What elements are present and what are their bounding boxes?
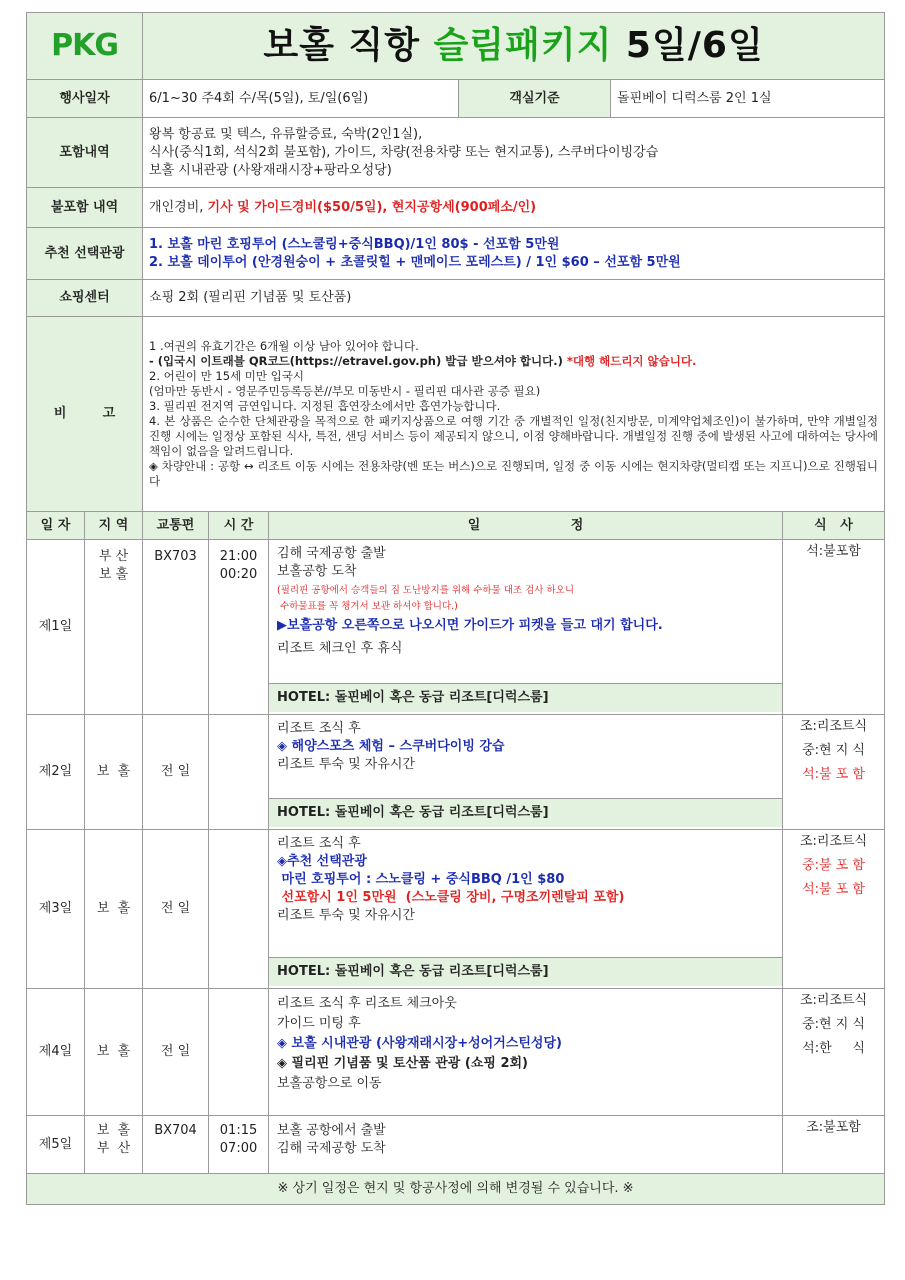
schedule-note: 수하물표를 꼭 챙겨서 보관 하셔야 합니다.) <box>277 601 458 612</box>
meal-line: 조:불포함 <box>806 1120 861 1135</box>
region-from: 부 산 <box>98 549 129 564</box>
dates-label: 행사일자 <box>27 80 143 118</box>
day-label: 제2일 <box>27 715 85 830</box>
schedule-line: 보홀 공항에서 출발 <box>277 1123 386 1138</box>
title-part-3: 5일/6일 <box>612 25 764 66</box>
excludes-highlight: 기사 및 가이드경비($50/5일), 현지공항세(900페소/인) <box>207 199 537 215</box>
optional-tour-1: 1. 보홀 마린 호핑투어 (스노쿨링+중식BBQ)/1인 80$ - 선포함 5만원 <box>149 236 560 252</box>
time-depart: 21:00 <box>219 549 258 564</box>
hotel-info: HOTEL: 돌핀베이 혹은 동급 리조트[디럭스룸] <box>269 798 782 827</box>
schedule-cell <box>269 989 783 1116</box>
includes-label: 포함내역 <box>27 118 143 188</box>
schedule-line: 리조트 조식 후 리조트 체크아웃 <box>277 996 457 1011</box>
includes-line: 왕복 항공료 및 텍스, 유류할증료, 숙박(2인1실), <box>149 126 423 142</box>
room-label: 객실기준 <box>459 80 611 118</box>
day-label: 제4일 <box>27 989 85 1116</box>
schedule-line: 리조트 조식 후 <box>277 836 361 851</box>
note-warning: *대행 해드리지 않습니다. <box>566 354 697 368</box>
meal-line: 석:불포함 <box>806 544 861 559</box>
table-row <box>27 989 885 1116</box>
excludes-label: 불포함 내역 <box>27 188 143 228</box>
schedule-line: 김해 국제공항 출발 <box>277 546 386 561</box>
meal-cell <box>783 715 885 830</box>
schedule-line: ◈추천 선택관광 <box>277 854 367 869</box>
hotel-info: HOTEL: 돌핀베이 혹은 동급 리조트[디럭스룸] <box>269 683 782 712</box>
transport-cell: 전 일 <box>143 989 209 1116</box>
room-value: 돌핀베이 디럭스룸 2인 1실 <box>611 80 885 118</box>
day-label: 제3일 <box>27 830 85 989</box>
schedule-cell <box>269 715 783 830</box>
itinerary-table <box>26 12 885 1205</box>
schedule-note: (필리핀 공항에서 승객들의 짐 도난방지를 위해 수하물 대조 검사 하오니 <box>277 585 575 596</box>
schedule-line: 리조트 체크인 후 휴식 <box>277 641 403 656</box>
schedule-line: 김해 국제공항 도착 <box>277 1141 386 1156</box>
meal-line: 조:리조트식 <box>799 719 868 734</box>
schedule-cell <box>269 540 783 715</box>
col-schedule: 일 정 <box>269 512 783 540</box>
itinerary-sheet <box>26 12 884 1205</box>
table-row <box>27 830 885 989</box>
meal-line: 중:현 지 식 <box>802 1017 865 1032</box>
flight-number: BX703 <box>143 540 209 715</box>
schedule-line: 가이드 미팅 후 <box>277 1016 361 1031</box>
dates-value: 6/1~30 주4회 수/목(5일), 토/일(6일) <box>143 80 459 118</box>
note-line: 4. 본 상품은 순수한 단체관광을 목적으로 한 패키지상품으로 여행 기간 중 개별적인 일정(친지방문, 미계약업체조인)이 불가하며, 만약 개별일정 진행 시에는 일정상 포함된 식사, 특전, 샌딩 서비스 등이 제공되지 않으니, 이점 양해바랍니다. 개별일정 진행 중에 발생된 사고에 대하여는 당사에 책임이 없음을 알려드립니다. <box>149 414 879 458</box>
meal-cell <box>783 830 885 989</box>
title-part-2: 슬림패키지 <box>433 25 613 66</box>
note-line: 2. 어린이 만 15세 미만 입국시 <box>149 369 304 383</box>
col-region: 지 역 <box>85 512 143 540</box>
region-cell: 보 홀 <box>85 715 143 830</box>
time-arrive: 07:00 <box>219 1141 258 1156</box>
region-cell <box>85 540 143 715</box>
col-time: 시 간 <box>209 512 269 540</box>
meal-line: 석:불 포 함 <box>802 882 865 897</box>
meal-line: 중:불 포 함 <box>802 858 865 873</box>
note-qr: - (입국시 이트래블 QR코드(https://etravel.gov.ph) 발급 받으셔야 합니다.) <box>149 354 567 368</box>
pkg-badge: PKG <box>27 13 143 80</box>
schedule-line: 보홀공항으로 이동 <box>277 1076 382 1091</box>
optional-tour-2: 2. 보홀 데이투어 (안경원숭이 + 초콜릿힐 + 맨메이드 포레스트) / 1인 $60 – 선포함 5만원 <box>149 254 681 270</box>
title-part-1: 보홀 직항 <box>263 25 434 66</box>
schedule-cell <box>269 1116 783 1174</box>
flight-number: BX704 <box>143 1116 209 1174</box>
meal-line: 석:한 식 <box>802 1041 865 1056</box>
note-line: (엄마만 동반시 - 영문주민등록등본//부모 미동반시 - 필리핀 대사관 공증 필요) <box>149 384 541 398</box>
includes-line: 식사(중식1회, 석식2회 불포함), 가이드, 차량(전용차량 또는 현지교통), 스쿠버다이빙강습 <box>149 144 659 160</box>
time-depart: 01:15 <box>219 1123 258 1138</box>
time-cell <box>209 715 269 830</box>
meal-line: 조:리조트식 <box>799 834 868 849</box>
shopping-value: 쇼핑 2회 (필리핀 기념품 및 토산품) <box>143 280 885 317</box>
schedule-line: 리조트 조식 후 <box>277 721 361 736</box>
meal-cell <box>783 989 885 1116</box>
notes-value <box>143 317 885 512</box>
time-cell <box>209 1116 269 1174</box>
time-cell <box>209 830 269 989</box>
region-cell: 보 홀 <box>85 989 143 1116</box>
meal-line: 석:불 포 함 <box>802 767 865 782</box>
note-line: 1 .여권의 유효기간은 6개월 이상 남아 있어야 합니다. <box>149 339 419 353</box>
includes-value <box>143 118 885 188</box>
time-cell <box>209 540 269 715</box>
excludes-value <box>143 188 885 228</box>
note-line: ◈ 차량안내 : 공항 ↔ 리조트 이동 시에는 전용차량(벤 또는 버스)으로 진행되며, 일정 중 이동 시에는 현지차량(멀티캡 또는 지프니)으로 진행됩니다 <box>149 459 879 488</box>
optional-tours-value <box>143 228 885 280</box>
schedule-line: ◈ 해양스포츠 체험 – 스쿠버다이빙 강습 <box>277 739 505 754</box>
transport-cell: 전 일 <box>143 830 209 989</box>
col-meal: 식 사 <box>783 512 885 540</box>
schedule-line: ◈ 필리핀 기념품 및 토산품 관광 (쇼핑 2회) <box>277 1056 528 1071</box>
excludes-text: 개인경비, <box>149 199 208 215</box>
schedule-line: 리조트 투숙 및 자유시간 <box>277 757 415 772</box>
schedule-line: ▶보홀공항 오른쪽으로 나오시면 가이드가 피켓을 들고 대기 합니다. <box>277 618 663 633</box>
schedule-line: 선포함시 1인 5만원 (스노클링 장비, 구명조끼렌탈피 포함) <box>277 890 625 905</box>
table-row <box>27 540 885 715</box>
optional-tours-label: 추천 선택관광 <box>27 228 143 280</box>
region-to: 부 산 <box>96 1141 131 1156</box>
schedule-line: 마린 호핑투어 : 스노클링 + 중식BBQ /1인 $80 <box>277 872 565 887</box>
schedule-line: 보홀공항 도착 <box>277 564 357 579</box>
note-line <box>149 354 878 369</box>
meal-cell <box>783 540 885 715</box>
col-day: 일 자 <box>27 512 85 540</box>
day-label: 제5일 <box>27 1116 85 1174</box>
meal-line: 중:현 지 식 <box>802 743 865 758</box>
time-cell <box>209 989 269 1116</box>
schedule-line: ◈ 보홀 시내관광 (사왕재래시장+성어거스틴성당) <box>277 1036 562 1051</box>
page-title <box>143 13 885 80</box>
shopping-label: 쇼핑센터 <box>27 280 143 317</box>
region-to: 보 홀 <box>98 567 129 582</box>
meal-line: 조:리조트식 <box>799 993 868 1008</box>
table-row <box>27 1116 885 1174</box>
meal-cell <box>783 1116 885 1174</box>
day-label: 제1일 <box>27 540 85 715</box>
time-arrive: 00:20 <box>219 567 258 582</box>
region-cell <box>85 1116 143 1174</box>
table-row <box>27 715 885 830</box>
schedule-cell <box>269 830 783 989</box>
region-cell: 보 홀 <box>85 830 143 989</box>
footer-note: ※ 상기 일정은 현지 및 항공사정에 의해 변경될 수 있습니다. ※ <box>27 1174 885 1205</box>
hotel-info: HOTEL: 돌핀베이 혹은 동급 리조트[디럭스룸] <box>269 957 782 986</box>
note-line: 3. 필리핀 전지역 금연입니다. 지정된 흡연장소에서만 흡연가능합니다. <box>149 399 501 413</box>
transport-cell: 전 일 <box>143 715 209 830</box>
includes-line: 보홀 시내관광 (사왕재래시장+팡라오성당) <box>149 162 392 178</box>
notes-label: 비 고 <box>27 317 143 512</box>
region-from: 보 홀 <box>96 1123 131 1138</box>
col-transport: 교통편 <box>143 512 209 540</box>
schedule-line: 리조트 투숙 및 자유시간 <box>277 908 415 923</box>
